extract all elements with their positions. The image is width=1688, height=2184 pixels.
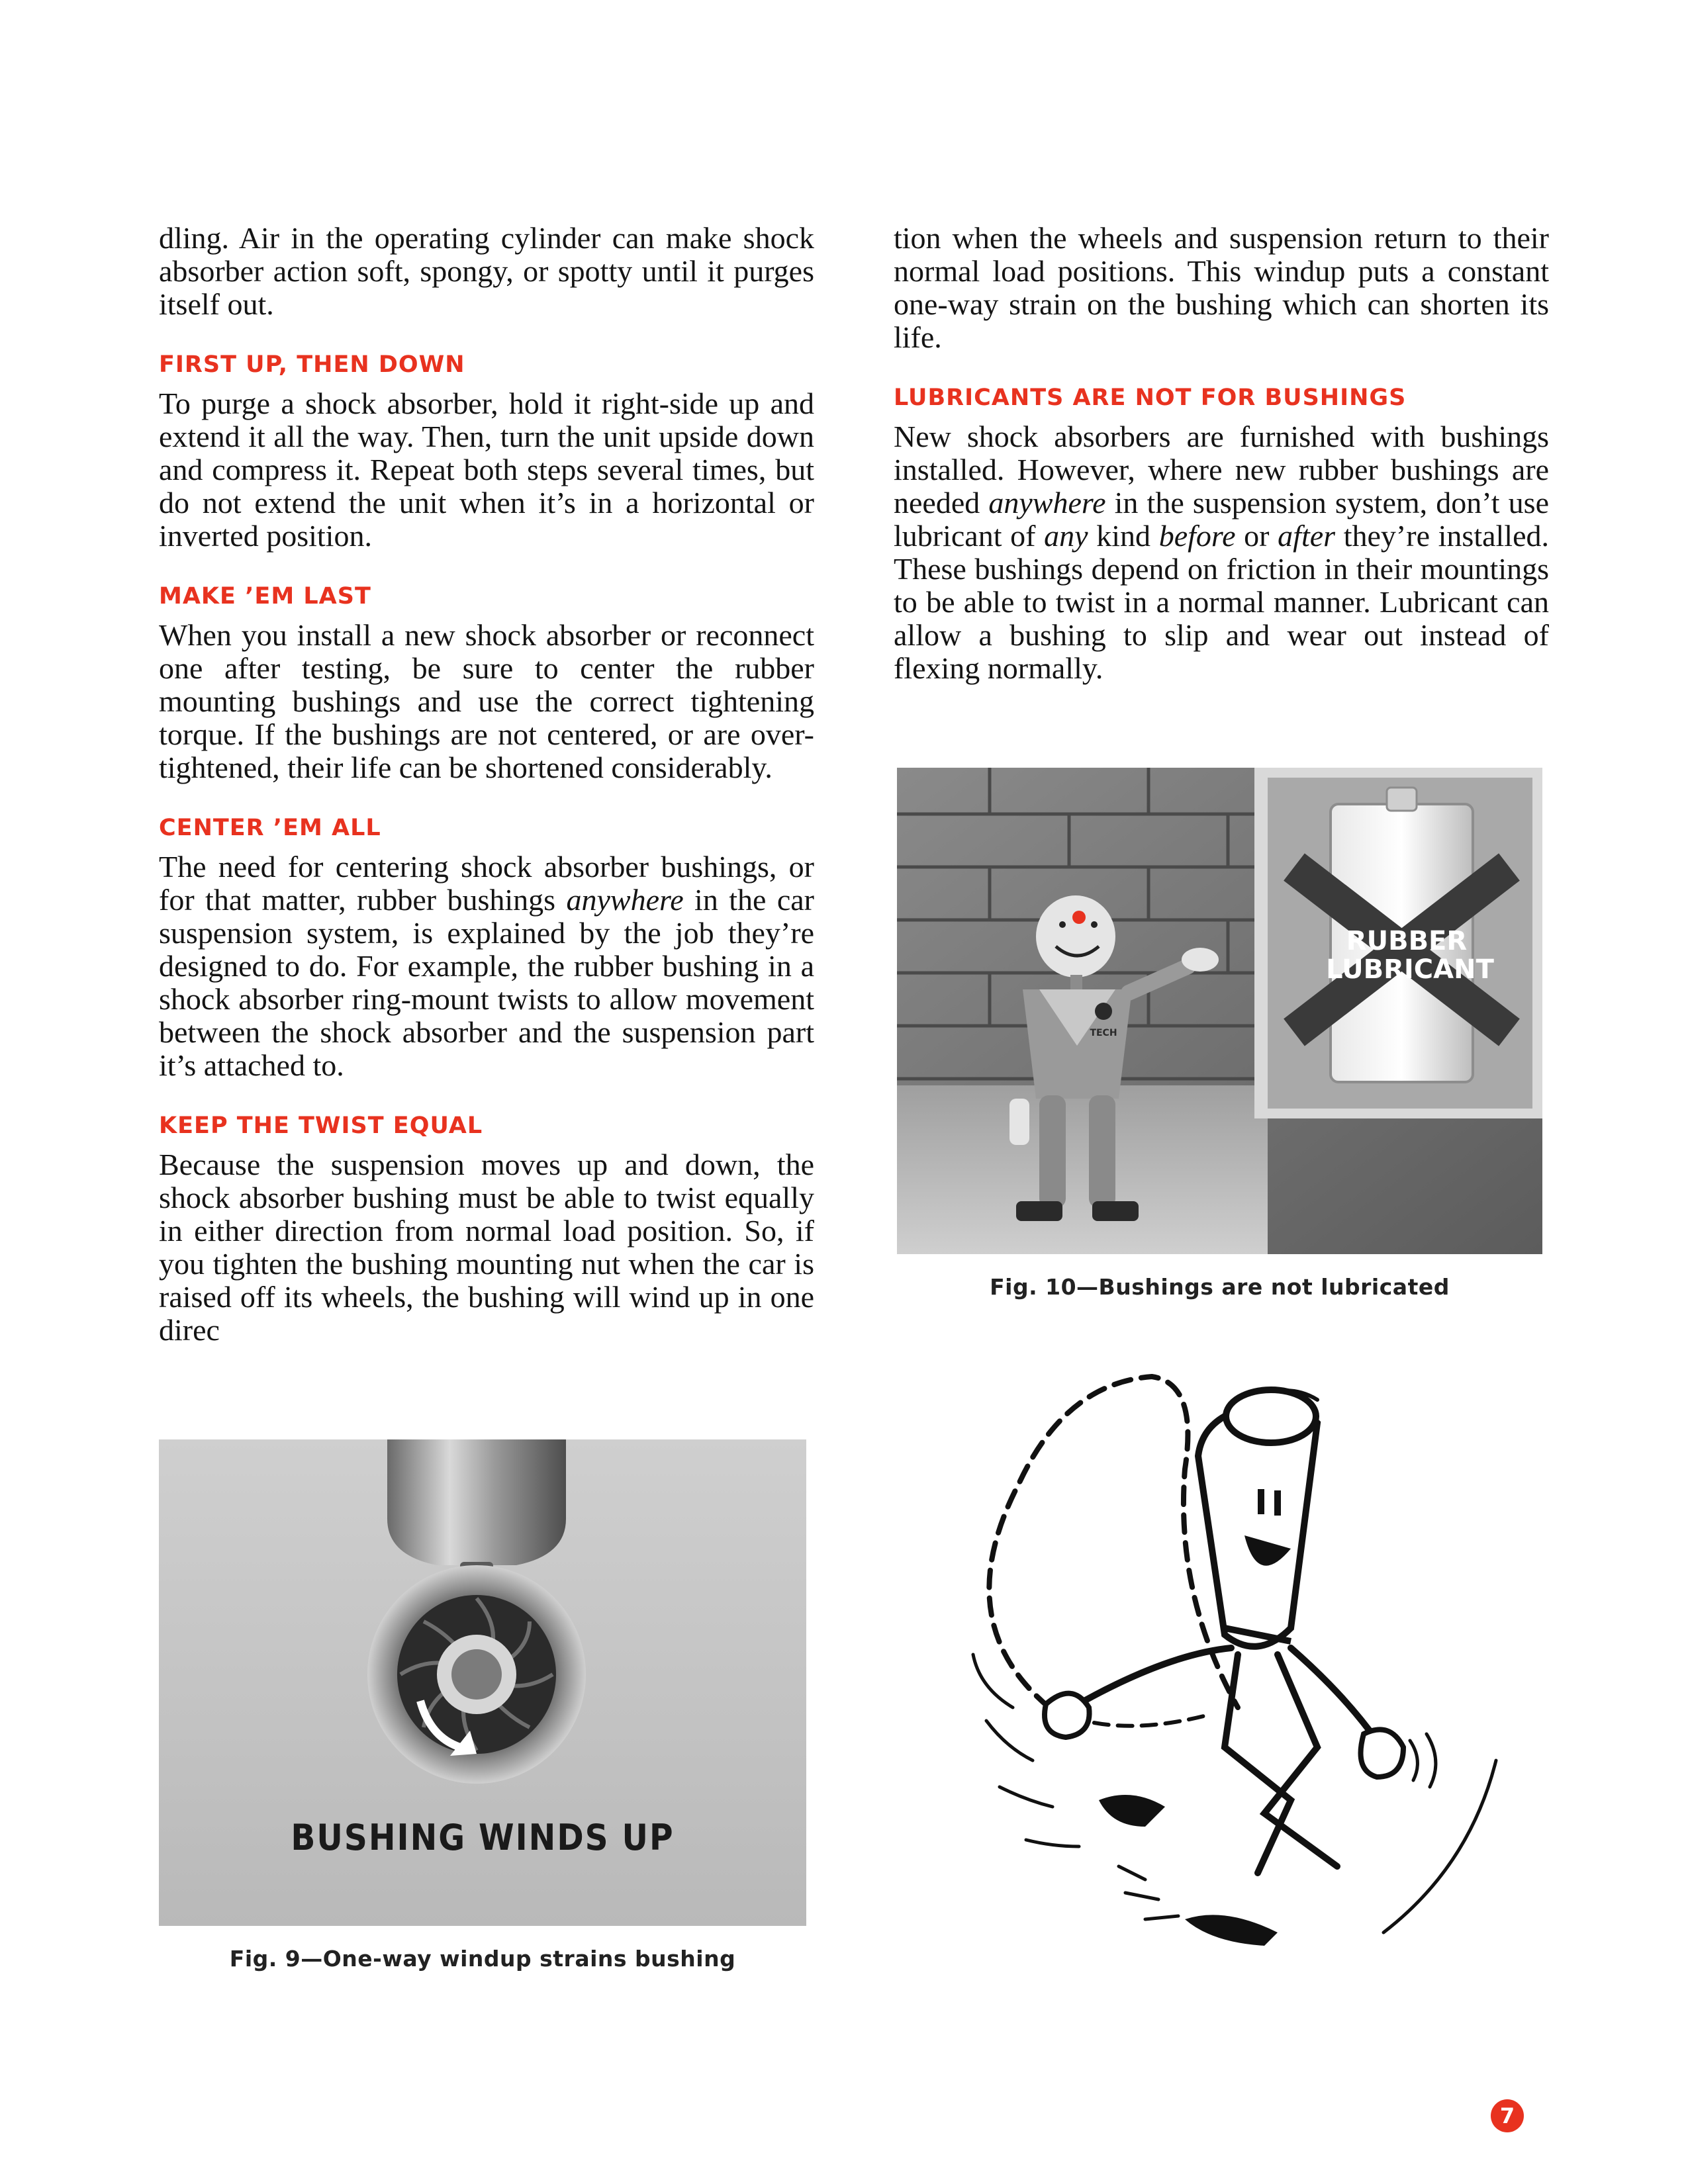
cartoon-shoe [1185, 1915, 1278, 1946]
cartoon-hand [1361, 1729, 1404, 1777]
fig10-illustration [897, 768, 1542, 1254]
figurine-eye [1059, 921, 1066, 928]
figurine-foot [1092, 1201, 1139, 1221]
cartoon-arm [1291, 1648, 1377, 1741]
cartoon-bushing-top [1226, 1390, 1316, 1443]
cartoon-hand [1045, 1694, 1090, 1737]
figurine-foot [1016, 1201, 1062, 1221]
text-run: New shock absorbers are furnished with bushings installed. However, where new rubber bushings are needed [894, 420, 1549, 520]
page-number: 7 [1491, 2099, 1524, 2132]
paragraph-keep-twist-equal: Because the suspension moves up and down, the shock absorber bushing must be able to twist equally in either direction from normal load position. So, if you tighten the bushing mounting nut when the car is raised off its wheels, the bushing will wind up in one direc [159, 1148, 814, 1347]
motion-line [1427, 1734, 1436, 1787]
cartoon-shoe [1099, 1795, 1165, 1827]
ground-marks [1119, 1866, 1178, 1919]
paragraph-lubricants [894, 420, 1549, 685]
figurine-hand [1182, 948, 1219, 972]
cartoon-illustration [947, 1337, 1516, 1972]
paragraph-make-em-last: When you install a new shock absorber or reconnect one after testing, be sure to center the rubber mounting bushings and use the correct tightening torque. If the bushings are not centered, or are over-tightened, their life can be shortened considerably. [159, 618, 814, 784]
text-run: The need for centering shock absorber bushings, or for that matter, rubber bushings [159, 850, 814, 917]
figurine-leg [1039, 1095, 1066, 1208]
text-run: or [1235, 519, 1278, 553]
cartoon-jump-rope [947, 1337, 1516, 1972]
emphasis-any: any [1044, 519, 1088, 553]
text-run: in the suspension system, don’t use lubricant of [894, 486, 1549, 553]
figurine-head [1036, 895, 1115, 978]
can-label-line1: RUBBER [1346, 926, 1468, 956]
fig10-caption: Fig. 10—Bushings are not lubricated [990, 1274, 1450, 1300]
can-label-line2: LUBRICANT [1326, 954, 1494, 985]
photo-label: BUSHING WINDS UP [291, 1817, 675, 1858]
text-run: in the car suspension system, is explained by the job they’re designed to do. For example, the rubber bushing in a shock absorber ring-mount twists to allow movement between the shock absorber and the suspension part it’s attached to. [159, 883, 814, 1082]
cartoon-eye [1258, 1489, 1264, 1514]
heading-first-up: FIRST UP, THEN DOWN [159, 351, 465, 378]
paragraph-first-up: To purge a shock absorber, hold it right-side up and extend it all the way. Then, turn the unit upside down and compress it. Repeat both steps several times, but do not extend the unit when it’s in a horizontal or inverted position. [159, 387, 814, 553]
emphasis-before: before [1158, 519, 1236, 553]
shock-absorber-body [387, 1439, 566, 1565]
figurine-badge-text: TECH [1090, 1028, 1117, 1038]
figurine-neck [1070, 975, 1082, 989]
bushing-hole [451, 1649, 502, 1700]
right-column [894, 222, 1549, 685]
text-run: kind [1088, 519, 1159, 553]
paragraph-intro-right: tion when the wheels and suspension return to their normal load positions. This windup puts a constant one-way strain on the bushing which can shorten its life. [894, 221, 1549, 354]
cartoon-leg [1225, 1655, 1291, 1873]
text-run: they’re installed. These bushings depend on friction in their mountings to be able to twist in a normal manner. Lubricant can allow a bushing to slip and wear out instead of flexing normally. [894, 519, 1550, 685]
paragraph-center-em-all [159, 850, 814, 1082]
paragraph-intro-left: dling. Air in the operating cylinder can make shock absorber action soft, spongy, or spotty until it purges itself out. [159, 221, 814, 321]
figurine-leg [1089, 1095, 1115, 1208]
motion-line [986, 1721, 1033, 1760]
cartoon-arm [1072, 1648, 1231, 1707]
jump-rope [989, 1377, 1238, 1707]
figurine-nose [1072, 911, 1086, 924]
motion-line [1000, 1787, 1053, 1807]
emphasis-after: after [1278, 519, 1336, 553]
heading-lubricants: LUBRICANTS ARE NOT FOR BUSHINGS [894, 385, 1407, 411]
left-column [159, 222, 814, 1347]
fig9-photo [159, 1439, 806, 1926]
emphasis-anywhere: anywhere [566, 883, 684, 917]
fig9-caption: Fig. 9—One-way windup strains bushing [229, 1946, 736, 1972]
fig9-illustration [159, 1439, 806, 1926]
heading-keep-twist-equal: KEEP THE TWIST EQUAL [159, 1113, 483, 1139]
heading-center-em-all: CENTER ’EM ALL [159, 815, 381, 841]
emphasis-anywhere: anywhere [988, 486, 1106, 520]
motion-line [1383, 1760, 1496, 1933]
fig10-photo [897, 768, 1542, 1254]
figurine-other-hand [1009, 1099, 1029, 1145]
figurine-eye [1091, 921, 1098, 928]
floor [897, 1085, 1268, 1254]
cartoon-eye [1274, 1490, 1281, 1516]
motion-line [1026, 1840, 1079, 1846]
can-spout [1387, 788, 1417, 811]
motion-line [1410, 1741, 1417, 1780]
figurine-badge [1095, 1003, 1112, 1020]
heading-make-em-last: MAKE ’EM LAST [159, 583, 371, 610]
